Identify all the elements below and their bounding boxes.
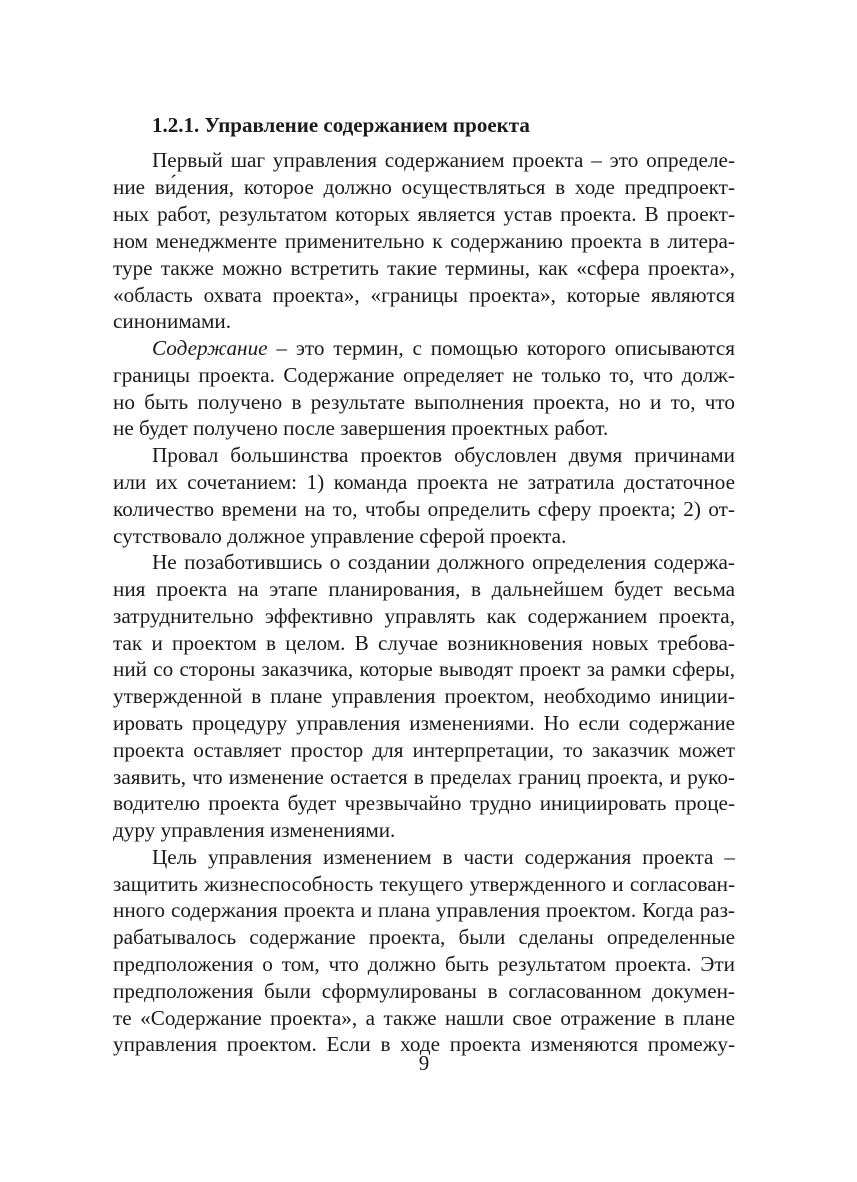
text-line: «область охвата проекта», «границы проекта», которые являются [113,283,735,307]
text-line: затруднительно эффективно управлять как содержанием проекта, [113,604,735,628]
text-line: границы проекта. Содержание определяет не только то, что долж- [113,363,735,387]
text-line: Не позаботившись о создании должного определения содержа- [152,550,735,574]
page-number: 9 [418,1051,430,1075]
text-line: нного содержания проекта и плана управления проектом. Когда раз- [113,898,735,922]
text-line: туре также можно встретить такие термины, как «сфера проекта», [113,256,735,280]
text-line: так и проектом в целом. В случае возникновения новых требова- [113,631,735,655]
text-line: синонимами. [113,309,232,333]
text-line: но быть получено в результате выполнения проекта, но и то, что [113,390,735,414]
text-line-rest: – это термин, с помощью которого описываются [276,336,735,360]
text-line: не будет получено после завершения проектных работ. [113,416,609,440]
text-line: ном менеджменте применительно к содержанию проекта в литера- [113,229,735,253]
text-line: предположения были сформулированы в согласованном докумен- [113,979,735,1003]
text-line: предположения о том, что должно быть результатом проекта. Эти [113,952,735,976]
text-line: управления проектом. Если в ходе проекта изменяются промежу- [113,1032,735,1056]
section-heading: 1.2.1. Управление содержанием проекта [152,113,530,137]
text-line: ния проекта на этапе планирования, в дальнейшем будет весьма [113,577,735,601]
italic-term: Содержание [152,336,268,360]
text-line: утвержденной в плане управления проектом, необходимо иниции- [113,684,735,708]
text-line: рабатывалось содержание проекта, были сделаны определенные [113,925,735,949]
text-line [152,335,735,362]
text-line: ировать процедуру управления изменениями. Но если содержание [113,711,735,735]
text-line: Провал большинства проектов обусловлен двумя причинами [152,443,735,467]
text-line: количество времени на то, чтобы определить сферу проекта; 2) от- [113,497,735,521]
text-line: или их сочетанием: 1) команда проекта не затратила достаточное [113,470,735,494]
text-line: ние ви́дения, которое должно осуществляться в ходе предпроект- [113,175,735,199]
text-line: сутствовало должное управление сферой проекта. [113,524,567,548]
text-line: заявить, что изменение остается в пределах границ проекта, и руко- [113,765,735,789]
text-line: Цель управления изменением в части содержания проекта – [152,845,735,869]
text-line: ных работ, результатом которых является устав проекта. В проект- [113,202,735,226]
text-line: те «Содержание проекта», а также нашли свое отражение в плане [113,1006,735,1030]
text-line: дуру управления изменениями. [113,818,396,842]
text-line: защитить жизнеспособность текущего утвержденного и согласован- [113,872,735,896]
text-line: ний со стороны заказчика, которые выводят проект за рамки сферы, [113,657,735,681]
text-line: водителю проекта будет чрезвычайно трудно инициировать проце- [113,791,735,815]
text-line: Первый шаг управления содержанием проекта – это определе- [152,148,735,172]
text-line: проекта оставляет простор для интерпретации, то заказчик может [113,738,735,762]
